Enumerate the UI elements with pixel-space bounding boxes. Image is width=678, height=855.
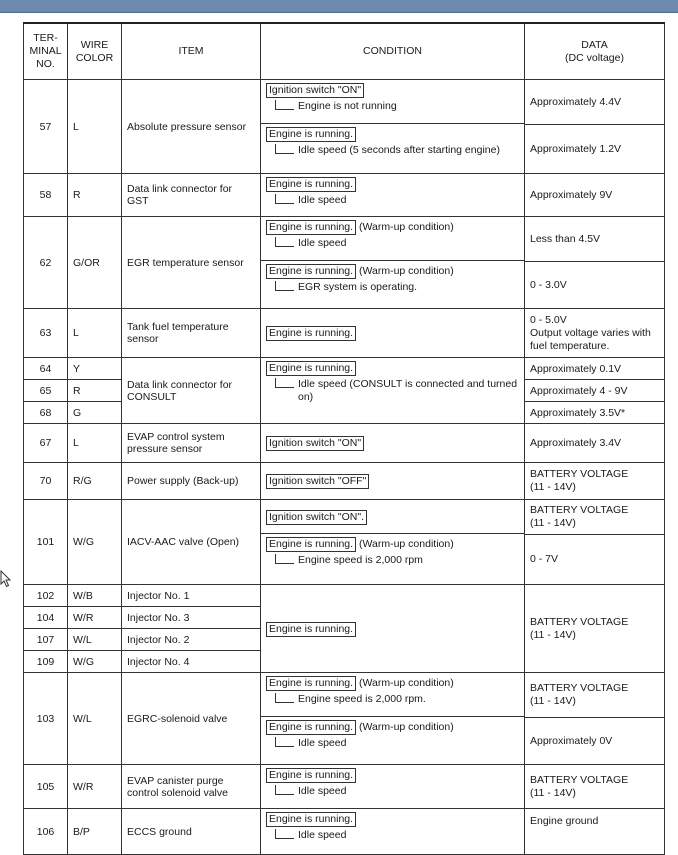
terminal-no: 65	[24, 380, 68, 402]
table-row	[24, 217, 665, 309]
condition-cell	[261, 809, 525, 855]
data-value: BATTERY VOLTAGE (11 - 14V)	[525, 463, 665, 500]
data-value: 0 - 7V	[525, 534, 664, 584]
condition-block	[261, 123, 524, 159]
header-wire-color: WIRE COLOR	[68, 23, 122, 80]
terminal-no: 68	[24, 402, 68, 424]
condition-sub: Engine speed is 2,000 rpm.	[298, 693, 426, 705]
item: EGRC-solenoid valve	[122, 673, 261, 765]
condition-sub: Idle speed (CONSULT is connected and turned on)	[298, 378, 518, 403]
table-row	[24, 500, 665, 585]
item: Absolute pressure sensor	[122, 80, 261, 174]
tree-branch-connector-icon	[275, 554, 294, 564]
condition-box: Engine is running.	[266, 768, 356, 783]
condition-block	[261, 174, 524, 209]
condition-block	[261, 217, 524, 260]
item: Injector No. 1	[122, 585, 261, 607]
condition-sub: Idle speed (5 seconds after starting engine)	[298, 144, 500, 156]
wire-color: W/G	[68, 500, 122, 585]
data-cell	[525, 80, 665, 174]
table-row	[24, 463, 665, 500]
header-terminal-no: TER- MINAL NO.	[24, 23, 68, 80]
item: Tank fuel temperature sensor	[122, 309, 261, 358]
data-value: Approximately 9V	[525, 174, 665, 217]
data-cell	[525, 673, 665, 765]
ecm-terminal-reference-table	[23, 22, 665, 855]
terminal-no: 62	[24, 217, 68, 309]
tree-branch-connector-icon	[275, 237, 294, 247]
data-value: Approximately 0.1V	[525, 358, 665, 380]
tree-branch-connector-icon	[275, 100, 294, 110]
tree-branch-connector-icon	[275, 785, 294, 795]
terminal-no: 58	[24, 174, 68, 217]
condition-box: Engine is running.	[266, 177, 356, 192]
header-item: ITEM	[122, 23, 261, 80]
condition-block	[261, 673, 524, 716]
condition-box: Engine is running.	[266, 720, 356, 735]
wire-color: W/R	[68, 765, 122, 809]
condition-sub: Idle speed	[298, 737, 347, 749]
table-row	[24, 174, 665, 217]
condition-box: Engine is running.	[266, 812, 356, 827]
condition-box: Engine is running.	[266, 361, 356, 376]
condition-sub: Idle speed	[298, 237, 347, 249]
condition-sub: Engine speed is 2,000 rpm	[298, 554, 423, 566]
tree-branch-connector-icon	[275, 829, 294, 839]
condition-note: (Warm-up condition)	[356, 721, 454, 733]
data-value: 0 - 3.0V	[525, 261, 664, 308]
terminal-no: 105	[24, 765, 68, 809]
wire-color: R	[68, 174, 122, 217]
terminal-no: 107	[24, 629, 68, 651]
tree-branch-connector-icon	[275, 281, 294, 291]
terminal-no: 106	[24, 809, 68, 855]
data-value: Engine ground	[525, 809, 665, 855]
condition-box: Engine is running.	[266, 622, 356, 637]
data-value: Approximately 0V	[525, 717, 664, 764]
terminal-no: 67	[24, 424, 68, 463]
table-header-row	[24, 23, 665, 80]
data-cell	[525, 217, 665, 309]
condition-cell	[261, 174, 525, 217]
condition-box: Engine is running.	[266, 326, 356, 341]
condition-cell	[261, 309, 525, 358]
table-row	[24, 358, 665, 380]
condition-box: Ignition switch "OFF"	[266, 474, 369, 489]
terminal-no: 103	[24, 673, 68, 765]
item: Injector No. 2	[122, 629, 261, 651]
data-value: 0 - 5.0V Output voltage varies with fuel temperature.	[525, 309, 665, 358]
wire-color: W/R	[68, 607, 122, 629]
condition-box: Ignition switch "ON".	[266, 510, 367, 525]
wire-color: G/OR	[68, 217, 122, 309]
wire-color: R/G	[68, 463, 122, 500]
condition-note: (Warm-up condition)	[356, 265, 454, 277]
item: Injector No. 3	[122, 607, 261, 629]
condition-box: Engine is running.	[266, 127, 356, 142]
wire-color: Y	[68, 358, 122, 380]
data-cell	[525, 500, 665, 585]
condition-cell	[261, 424, 525, 463]
header-data: DATA (DC voltage)	[525, 23, 665, 80]
condition-cell	[261, 500, 525, 585]
condition-box: Ignition switch "ON"	[266, 83, 364, 98]
wire-color: L	[68, 80, 122, 174]
tree-branch-connector-icon	[275, 144, 294, 154]
data-value: BATTERY VOLTAGE (11 - 14V)	[530, 504, 629, 529]
item: Data link connector for CONSULT	[122, 358, 261, 424]
item: EVAP canister purge control solenoid valve	[122, 765, 261, 809]
condition-block	[261, 358, 524, 406]
wire-color: W/B	[68, 585, 122, 607]
condition-cell	[261, 585, 525, 673]
wire-color: W/L	[68, 629, 122, 651]
condition-cell	[261, 463, 525, 500]
condition-cell	[261, 358, 525, 424]
wire-color: L	[68, 424, 122, 463]
terminal-no: 57	[24, 80, 68, 174]
condition-block	[261, 80, 524, 123]
terminal-no: 104	[24, 607, 68, 629]
condition-sub: Idle speed	[298, 785, 347, 797]
wire-color: L	[68, 309, 122, 358]
condition-cell	[261, 80, 525, 174]
condition-box: Ignition switch "ON"	[266, 436, 364, 451]
condition-block	[261, 533, 524, 569]
item: ECCS ground	[122, 809, 261, 855]
condition-note: (Warm-up condition)	[356, 677, 454, 689]
condition-block	[261, 716, 524, 752]
header-condition: CONDITION	[261, 23, 525, 80]
wire-color: R	[68, 380, 122, 402]
item: Power supply (Back-up)	[122, 463, 261, 500]
wire-color: B/P	[68, 809, 122, 855]
item: Data link connector for GST	[122, 174, 261, 217]
item: Injector No. 4	[122, 651, 261, 673]
condition-block	[261, 809, 524, 844]
table-row	[24, 585, 665, 607]
data-value: Approximately 1.2V	[525, 124, 664, 173]
condition-box: Engine is running.	[266, 220, 356, 235]
data-value: Approximately 3.4V	[525, 424, 665, 463]
table-row	[24, 765, 665, 809]
condition-sub: Idle speed	[298, 194, 347, 206]
terminal-no: 70	[24, 463, 68, 500]
condition-block	[261, 765, 524, 800]
condition-box: Engine is running.	[266, 676, 356, 691]
condition-note: (Warm-up condition)	[356, 221, 454, 233]
table-row	[24, 309, 665, 358]
data-value: BATTERY VOLTAGE (11 - 14V)	[530, 682, 629, 707]
condition-cell	[261, 217, 525, 309]
data-value: Approximately 4 - 9V	[525, 380, 665, 402]
mouse-pointer-icon	[0, 570, 12, 588]
condition-cell	[261, 673, 525, 765]
table-row	[24, 80, 665, 174]
condition-block	[261, 260, 524, 296]
terminal-no: 101	[24, 500, 68, 585]
table-row	[24, 809, 665, 855]
condition-sub: Idle speed	[298, 829, 347, 841]
item: EVAP control system pressure sensor	[122, 424, 261, 463]
tree-branch-connector-icon	[275, 737, 294, 747]
condition-block	[261, 500, 524, 533]
terminal-no: 64	[24, 358, 68, 380]
wire-color: G	[68, 402, 122, 424]
item: EGR temperature sensor	[122, 217, 261, 309]
tree-branch-connector-icon	[275, 693, 294, 703]
condition-box: Engine is running.	[266, 537, 356, 552]
terminal-no: 63	[24, 309, 68, 358]
condition-box: Engine is running.	[266, 264, 356, 279]
condition-note: (Warm-up condition)	[356, 538, 454, 550]
data-value: Less than 4.5V	[530, 232, 601, 245]
tree-branch-connector-icon	[275, 378, 294, 388]
table-row	[24, 673, 665, 765]
wire-color: W/L	[68, 673, 122, 765]
data-value: BATTERY VOLTAGE (11 - 14V)	[525, 585, 665, 673]
tree-branch-connector-icon	[275, 194, 294, 204]
condition-sub: Engine is not running	[298, 100, 397, 112]
condition-cell	[261, 765, 525, 809]
condition-sub: EGR system is operating.	[298, 281, 418, 293]
terminal-no: 102	[24, 585, 68, 607]
data-value: BATTERY VOLTAGE (11 - 14V)	[525, 765, 665, 809]
table-row	[24, 424, 665, 463]
wire-color: W/G	[68, 651, 122, 673]
item: IACV-AAC valve (Open)	[122, 500, 261, 585]
terminal-no: 109	[24, 651, 68, 673]
data-value: Approximately 3.5V*	[525, 402, 665, 424]
data-value: Approximately 4.4V	[530, 95, 622, 108]
window-top-bar	[0, 0, 678, 13]
